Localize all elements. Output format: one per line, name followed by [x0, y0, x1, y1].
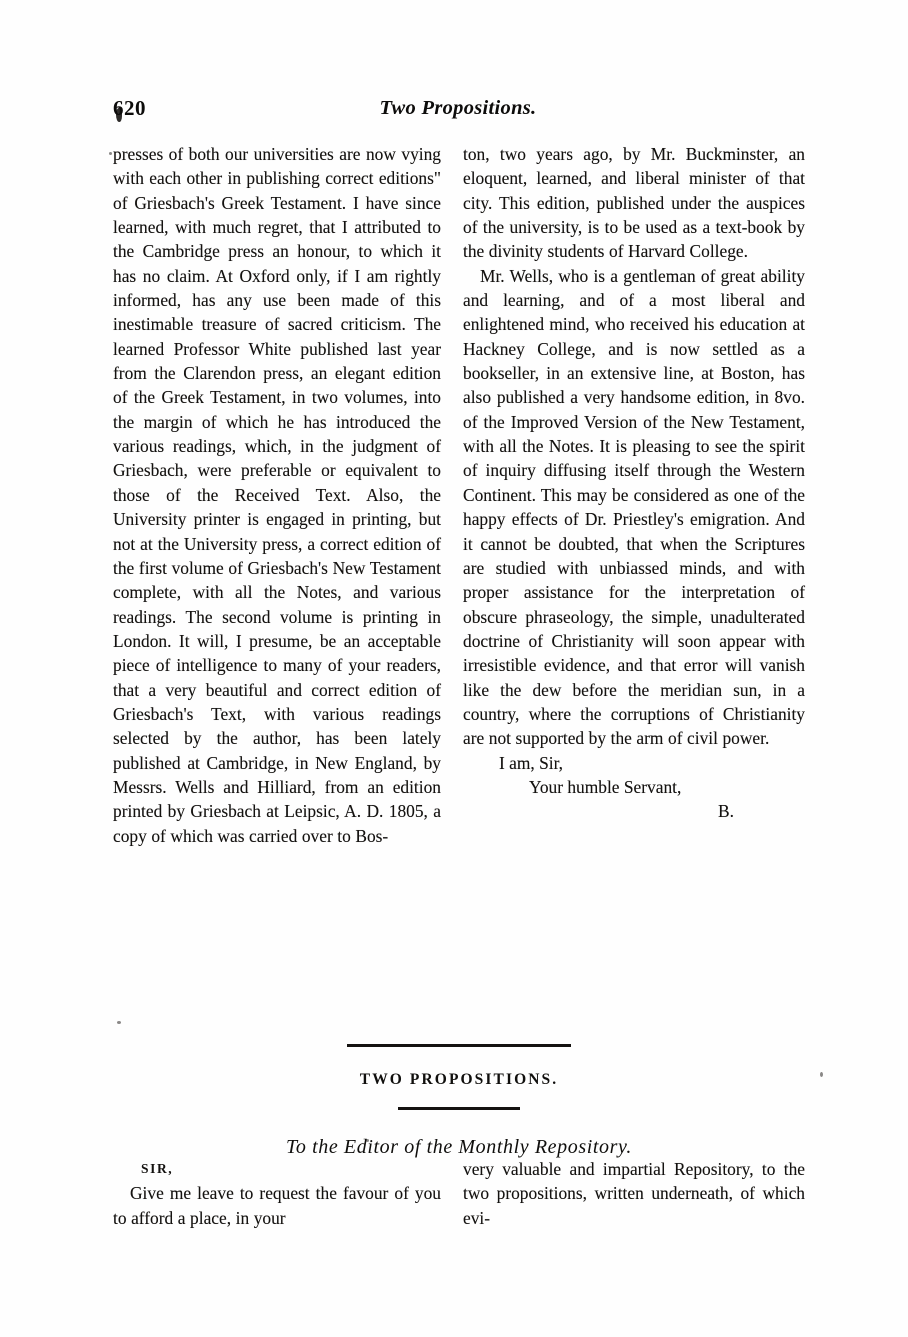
- section-title: TWO PROPOSITIONS.: [359, 1071, 559, 1088]
- divider-rule-top: [347, 1044, 571, 1047]
- paragraph: very valuable and impartial Repository, to the two propositions, written underneath, of which evi-: [463, 1159, 805, 1228]
- section-break: [113, 1044, 805, 1159]
- paragraph: Give me leave to request the favour of you to afford a place, in your: [113, 1183, 441, 1228]
- article-body-columns: [113, 142, 805, 848]
- scan-speckle: [109, 152, 112, 155]
- paragraph: Mr. Wells, who is a gentleman of great ability and learning, and of a most liberal and enlightened mind, who received his education at Hackney College, and is now settled as a bookseller, in an extensive line, at Boston, has also published a very handsome edition, in 8vo. of the Improved Version of the New Testament, with all the Notes. It is pleasing to see the spirit of inquiry diffusing itself through the Western Continent. This may be considered as one of the happy effects of Dr. Priestley's emigration. And it cannot be doubted, that when the Scriptures are studied with unbiassed minds, and with proper assistance for the interpretation of obscure phraseology, the simple, unadulterated doctrine of Christianity will soon appear with irresistible evidence, and that error will vanish like the dew before the meridian sun, in a country, where the corruptions of Christianity are not supported by the arm of civil power.: [463, 265, 805, 749]
- left-column: [113, 142, 459, 848]
- running-head: [113, 96, 803, 126]
- right-column: [459, 1157, 805, 1230]
- signoff-signature: B.: [718, 801, 734, 822]
- paragraph: ton, two years ago, by Mr. Buckminster, an eloquent, learned, and liberal minister of that city. This edition, published under the auspices of the university, is to be used as a text-book by the divinity students of Harvard College.: [463, 144, 805, 262]
- right-column: [459, 142, 805, 848]
- running-title: Two Propositions.: [379, 97, 537, 119]
- scan-speckle: [117, 1021, 121, 1024]
- letter-salutation: SIR,: [141, 1161, 174, 1176]
- page-number: 620: [113, 96, 146, 120]
- second-article-columns: [113, 1157, 805, 1230]
- addressee-line: To the Editor of the Monthly Repository.: [285, 1135, 633, 1158]
- scan-speckle: [820, 1072, 823, 1077]
- signoff-closing: Your humble Servant,: [529, 776, 682, 797]
- signoff-salutation: I am, Sir,: [499, 752, 564, 773]
- paragraph: presses of both our universities are now vying with each other in publishing correct editions" of Griesbach's Greek Testament. I have since learned, with much regret, that I attributed to the Cambridge press an honour, to which it has no claim. At Oxford only, if I am rightly informed, has any use been made of this inestimable treasure of sacred criticism. The learned Professor White published last year from the Clarendon press, an elegant edition of the Greek Testament, in two volumes, into the margin of which he has introduced the various readings, which, in the judgment of Griesbach, were preferable or equivalent to those of the Received Text. Also, the University printer is engaged in printing, but not at the University press, a correct edition of the first volume of Griesbach's New Testament complete, with all the Notes, and various readings. The second volume is printing in London. It will, I presume, be an acceptable piece of intelligence to many of your readers, that a very beautiful and correct edition of Griesbach's Text, with various readings selected by the author, has been lately published at Cambridge, in New England, by Messrs. Wells and Hilliard, from an edition printed by Griesbach at Leipsic, A. D. 1805, a copy of which was carried over to Bos-: [113, 144, 441, 846]
- left-column: [113, 1157, 459, 1230]
- divider-rule-bottom: [398, 1107, 520, 1110]
